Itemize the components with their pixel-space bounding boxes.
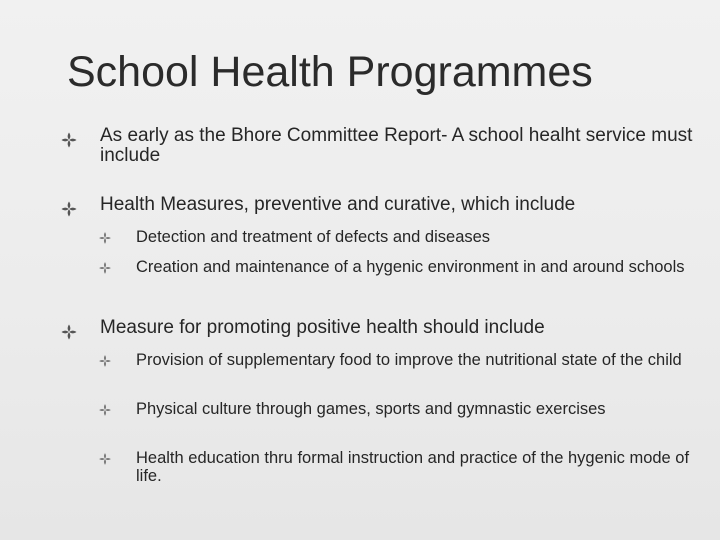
diamond-bullet-icon bbox=[60, 131, 78, 149]
sub-bullet-item bbox=[98, 351, 698, 369]
bullet-item bbox=[60, 195, 700, 215]
bullet-text: Health Measures, preventive and curative, which include bbox=[100, 194, 576, 215]
sub-bullet-item bbox=[98, 258, 698, 276]
diamond-bullet-icon bbox=[98, 231, 112, 245]
bullet-item bbox=[60, 318, 700, 338]
diamond-bullet-icon bbox=[60, 323, 78, 341]
bullet-item bbox=[60, 126, 700, 166]
slide-title: School Health Programmes bbox=[67, 48, 593, 96]
sub-bullet-text: Provision of supplementary food to improve the nutritional state of the child bbox=[136, 351, 682, 369]
diamond-bullet-icon bbox=[60, 200, 78, 218]
sub-bullet-text: Physical culture through games, sports and gymnastic exercises bbox=[136, 400, 606, 418]
bullet-text: As early as the Bhore Committee Report- A school healht service must include bbox=[100, 125, 693, 166]
diamond-bullet-icon bbox=[98, 261, 112, 275]
diamond-bullet-icon bbox=[98, 403, 112, 417]
bullet-text: Measure for promoting positive health should include bbox=[100, 317, 545, 338]
sub-bullet-text: Health education thru formal instruction and practice of the hygenic mode of life. bbox=[136, 449, 690, 485]
sub-bullet-text: Creation and maintenance of a hygenic environment in and around schools bbox=[136, 258, 685, 276]
sub-bullet-text: Detection and treatment of defects and diseases bbox=[136, 228, 491, 246]
sub-bullet-item bbox=[98, 400, 698, 418]
diamond-bullet-icon bbox=[98, 354, 112, 368]
sub-bullet-item bbox=[98, 449, 698, 485]
diamond-bullet-icon bbox=[98, 452, 112, 466]
sub-bullet-item bbox=[98, 228, 698, 246]
